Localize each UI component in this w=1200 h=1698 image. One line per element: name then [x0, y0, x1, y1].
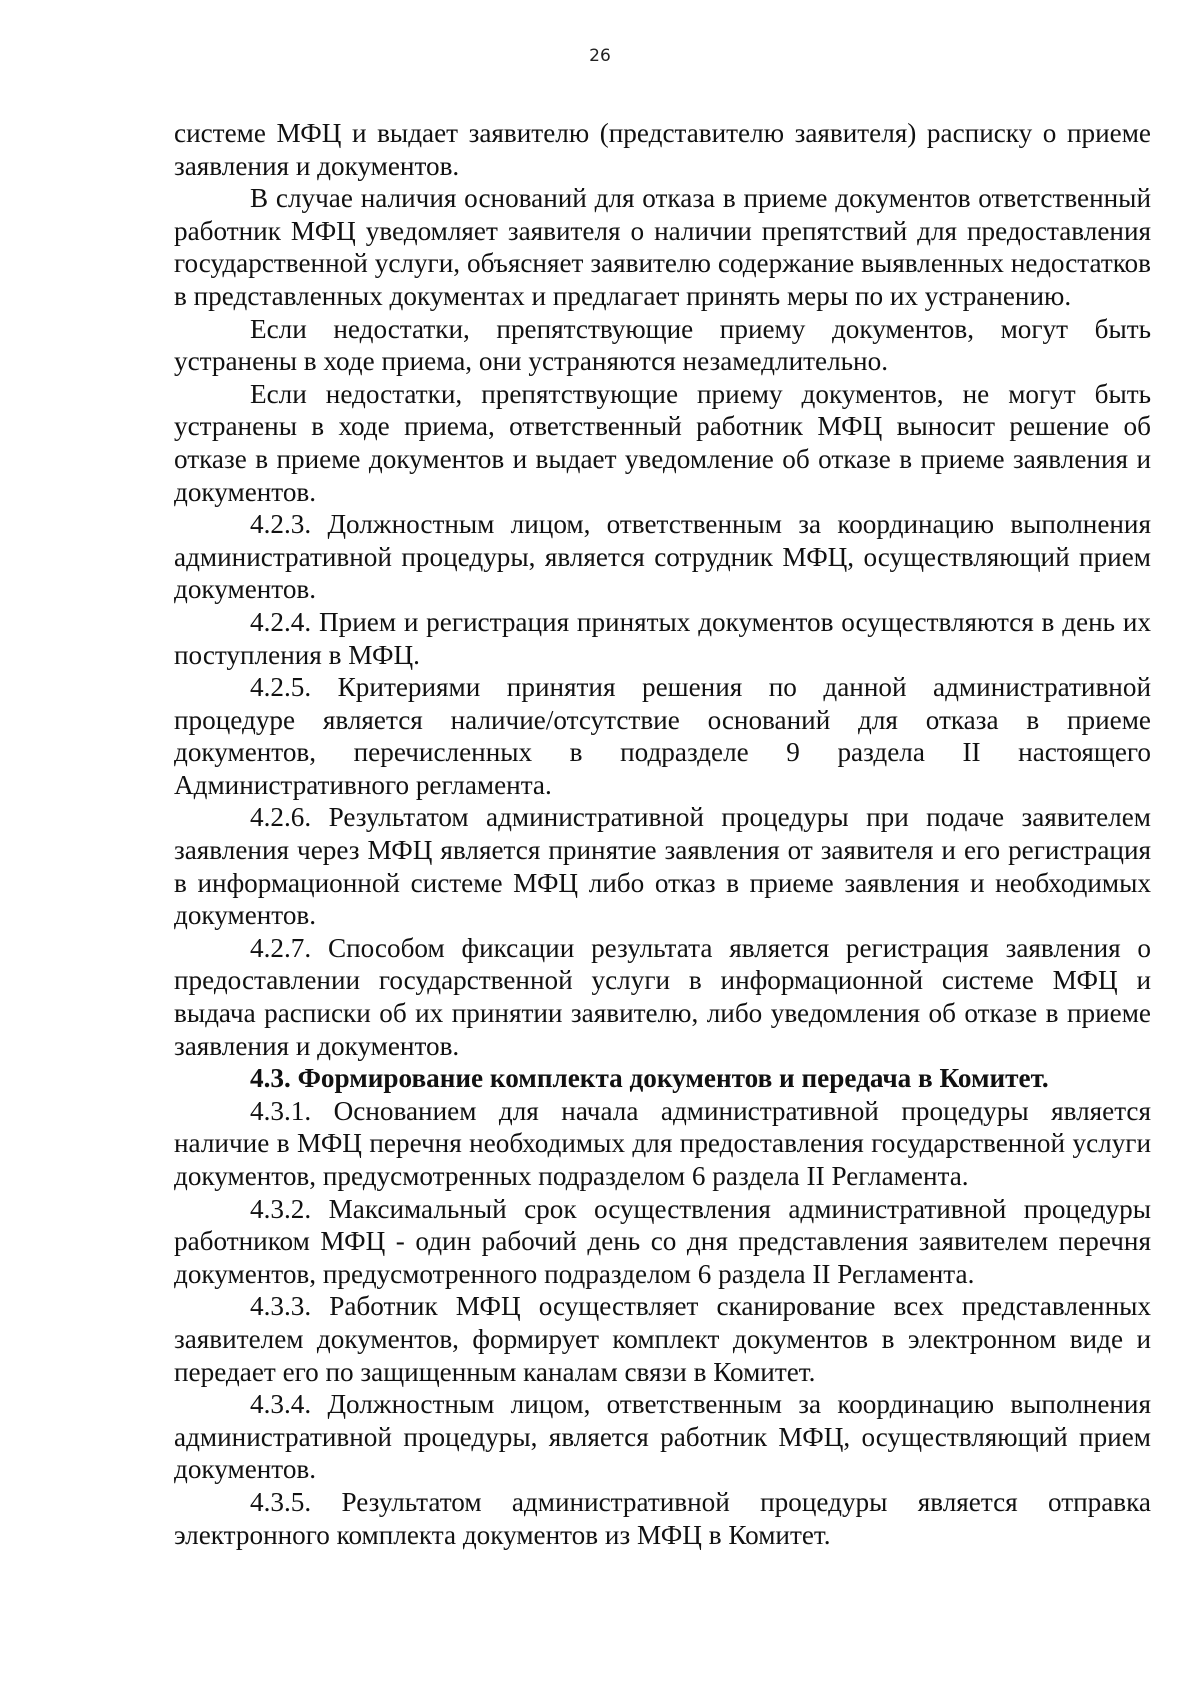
paragraph-continuation: системе МФЦ и выдает заявителю (представителю заявителя) расписку о приеме заявления и документов.: [174, 118, 1151, 181]
paragraph-4-2-6: 4.2.6. Результатом административной процедуры при подаче заявителем заявления через МФЦ является принятие заявления от заявителя и его регистрация в информационной системе МФЦ либо отказ в приеме заявления и необходимых документов.: [174, 802, 1151, 931]
section-heading-4-3: 4.3. Формирование комплекта документов и передача в Комитет.: [250, 1063, 1049, 1094]
paragraph-refusal-grounds: В случае наличия оснований для отказа в приеме документов ответственный работник МФЦ уведомляет заявителя о наличии препятствий для предоставления государственной услуги, объясняет заявителю содержание выявленных недостатков в представленных документах и предлагает принять меры по их устранению.: [174, 183, 1151, 311]
paragraph-4-3-5: 4.3.5. Результатом административной процедуры является отправка электронного комплекта документов из МФЦ в Комитет.: [174, 1486, 1151, 1550]
paragraph-4-3-1: 4.3.1. Основанием для начала административной процедуры является наличие в МФЦ перечня необходимых для предоставления государственной услуги документов, предусмотренных подразделом 6 раздела II Регламента.: [174, 1095, 1151, 1191]
paragraph-4-2-3: 4.2.3. Должностным лицом, ответственным за координацию выполнения административной процедуры, является сотрудник МФЦ, осуществляющий прием документов.: [174, 509, 1151, 605]
paragraph-4-3-3: 4.3.3. Работник МФЦ осуществляет сканирование всех представленных заявителем документов, формирует комплект документов в электронном виде и передает его по защищенным каналам связи в Комитет.: [174, 1291, 1151, 1387]
paragraph-4-2-5: 4.2.5. Критериями принятия решения по данной административной процедуре является наличие/отсутствие оснований для отказа в приеме документов, перечисленных в подразделе 9 раздела II настоящего Административного регламента.: [174, 672, 1151, 800]
document-body: [174, 117, 1151, 1551]
paragraph-4-2-7: 4.2.7. Способом фиксации результата является регистрация заявления о предоставлении государственной услуги в информационной системе МФЦ и выдача расписки об их принятии заявителю, либо уведомления об отказе в приеме заявления и документов.: [174, 932, 1151, 1061]
paragraph-4-3-4: 4.3.4. Должностным лицом, ответственным за координацию выполнения административной процедуры, является работник МФЦ, осуществляющий прием документов.: [174, 1389, 1151, 1485]
paragraph-4-2-4: 4.2.4. Прием и регистрация принятых документов осуществляются в день их поступления в МФЦ.: [174, 606, 1151, 670]
paragraph-4-3-2: 4.3.2. Максимальный срок осуществления административной процедуры работником МФЦ - один рабочий день со дня представления заявителем перечня документов, предусмотренного подразделом 6 раздела II Регламента.: [174, 1193, 1151, 1289]
paragraph-defects-removable: Если недостатки, препятствующие приему документов, могут быть устранены в ходе приема, они устраняются незамедлительно.: [174, 313, 1151, 377]
page-number: 26: [589, 46, 611, 66]
paragraph-defects-not-removable: Если недостатки, препятствующие приему документов, не могут быть устранены в ходе приема, ответственный работник МФЦ выносит решение об отказе в приеме документов и выдает уведомление об отказе в приеме заявления и документов.: [174, 378, 1151, 507]
